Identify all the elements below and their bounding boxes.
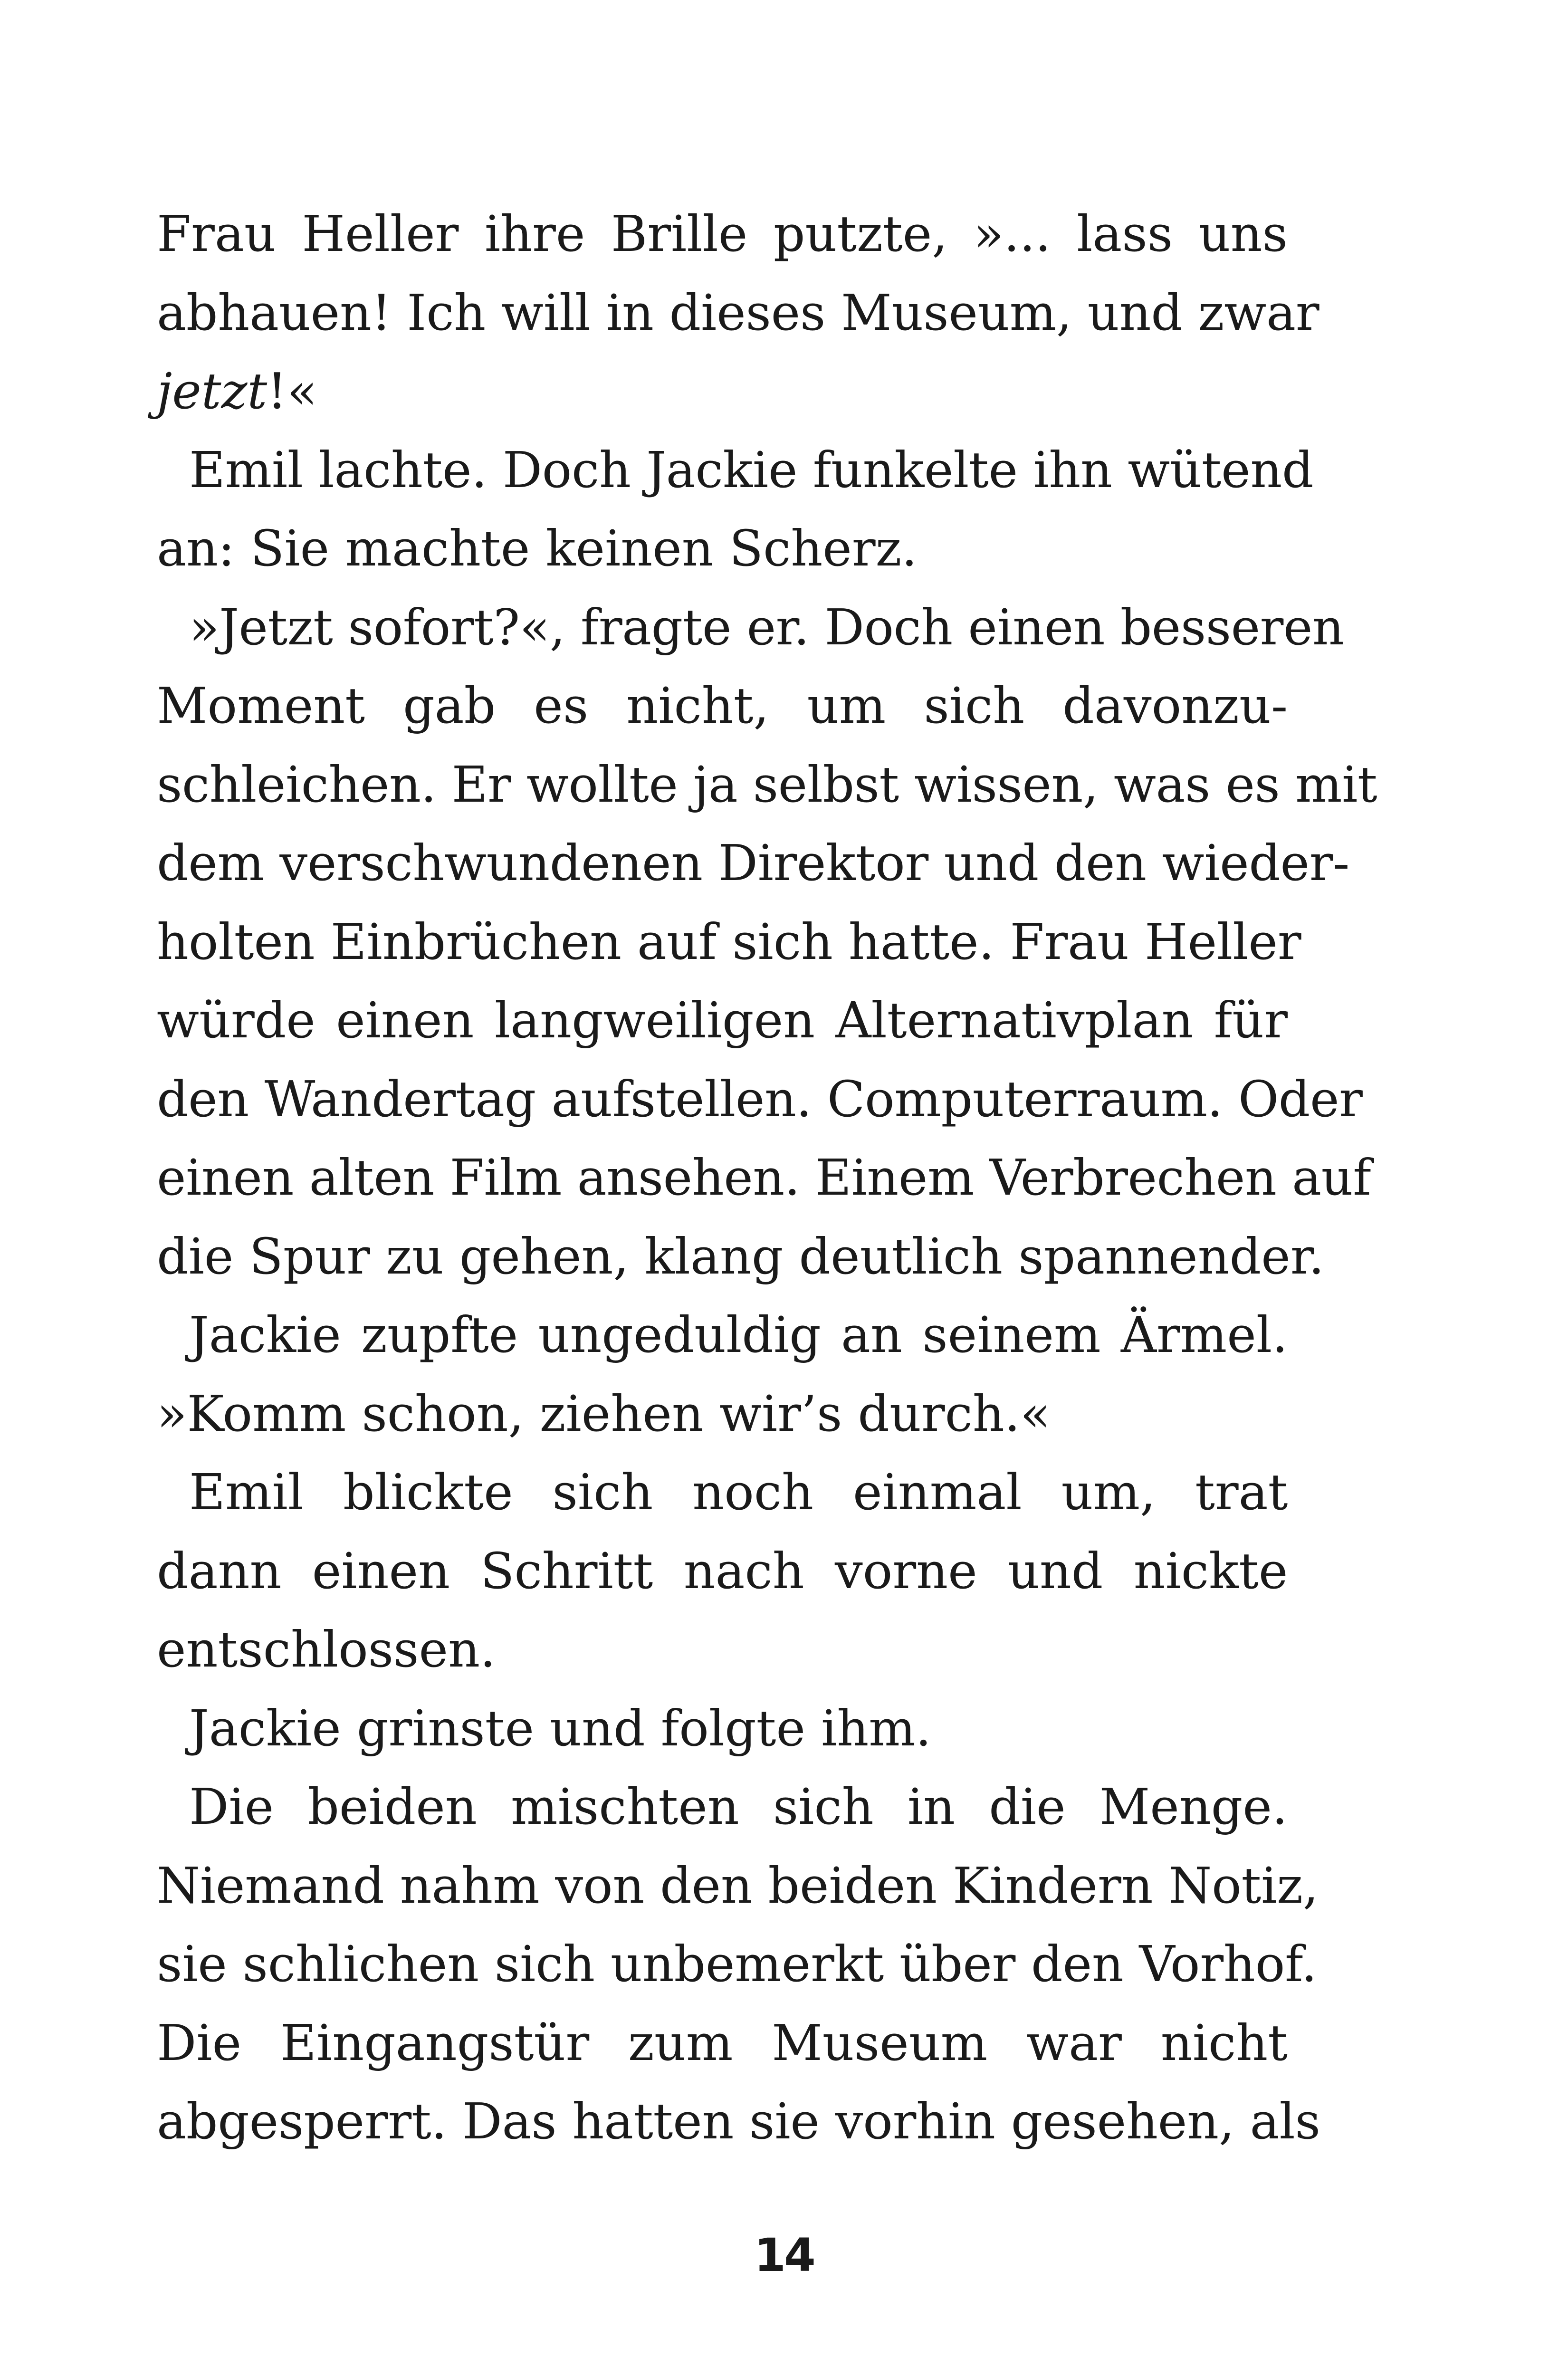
- paragraph: [157, 1689, 1288, 1768]
- text-line: entschlossen.: [157, 1620, 496, 1678]
- text-line: »Komm schon, ziehen wir’s durch.«: [157, 1384, 1051, 1443]
- text-line: »Jetzt sofort?«, fragte er. Doch einen besseren: [189, 598, 1344, 656]
- paragraph: [157, 1453, 1288, 1689]
- text-line: Emil lachte. Doch Jackie funkelte ihn wütend: [189, 441, 1314, 499]
- text-line: dem verschwundenen Direktor und den wieder-: [157, 834, 1349, 892]
- text-line: Die Eingangstür zum Museum war nicht: [157, 2013, 1288, 2072]
- text-line: Jackie zupfte ungeduldig an seinem Ärmel.: [189, 1306, 1288, 1364]
- text-line: einen alten Film ansehen. Einem Verbrechen auf: [157, 1149, 1371, 1207]
- text-fragment: !«: [267, 362, 317, 420]
- paragraph: [157, 1296, 1288, 1453]
- text-line: Moment gab es nicht, um sich davonzu-: [157, 677, 1288, 735]
- text-line: Jackie grinste und folgte ihm.: [189, 1699, 931, 1757]
- text-line: dann einen Schritt nach vorne und nickte: [157, 1542, 1288, 1600]
- text-line: den Wandertag aufstellen. Computerraum. Oder: [157, 1070, 1363, 1128]
- paragraph: [157, 431, 1314, 588]
- text-line: Die beiden mischten sich in die Menge.: [189, 1778, 1288, 1836]
- text-line: abhauen! Ich will in dieses Museum, und zwar: [157, 283, 1319, 342]
- text-line: würde einen langweiligen Alternativplan für: [157, 991, 1288, 1049]
- paragraph: [157, 195, 1319, 431]
- italic-text: jetzt: [157, 362, 268, 420]
- page-number: 14: [754, 2229, 814, 2282]
- text-line: holten Einbrüchen auf sich hatte. Frau Heller: [157, 912, 1301, 971]
- text-line: schleichen. Er wollte ja selbst wissen, was es mit: [157, 755, 1377, 814]
- text-line: abgesperrt. Das hatten sie vorhin gesehen, als: [157, 2092, 1320, 2150]
- paragraph: [157, 588, 1377, 1296]
- text-line: die Spur zu gehen, klang deutlich spannender.: [157, 1227, 1325, 1285]
- text-line: an: Sie machte keinen Scherz.: [157, 519, 918, 577]
- text-line: Niemand nahm von den beiden Kindern Notiz,: [157, 1856, 1319, 1915]
- text-line: Emil blickte sich noch einmal um, trat: [189, 1463, 1288, 1521]
- text-line: Frau Heller ihre Brille putzte, »... lass uns: [157, 205, 1288, 263]
- text-line: [157, 352, 1288, 431]
- body-text: [157, 195, 1377, 2161]
- text-line: sie schlichen sich unbemerkt über den Vorhof.: [157, 1935, 1317, 1993]
- paragraph: [157, 1768, 1320, 2161]
